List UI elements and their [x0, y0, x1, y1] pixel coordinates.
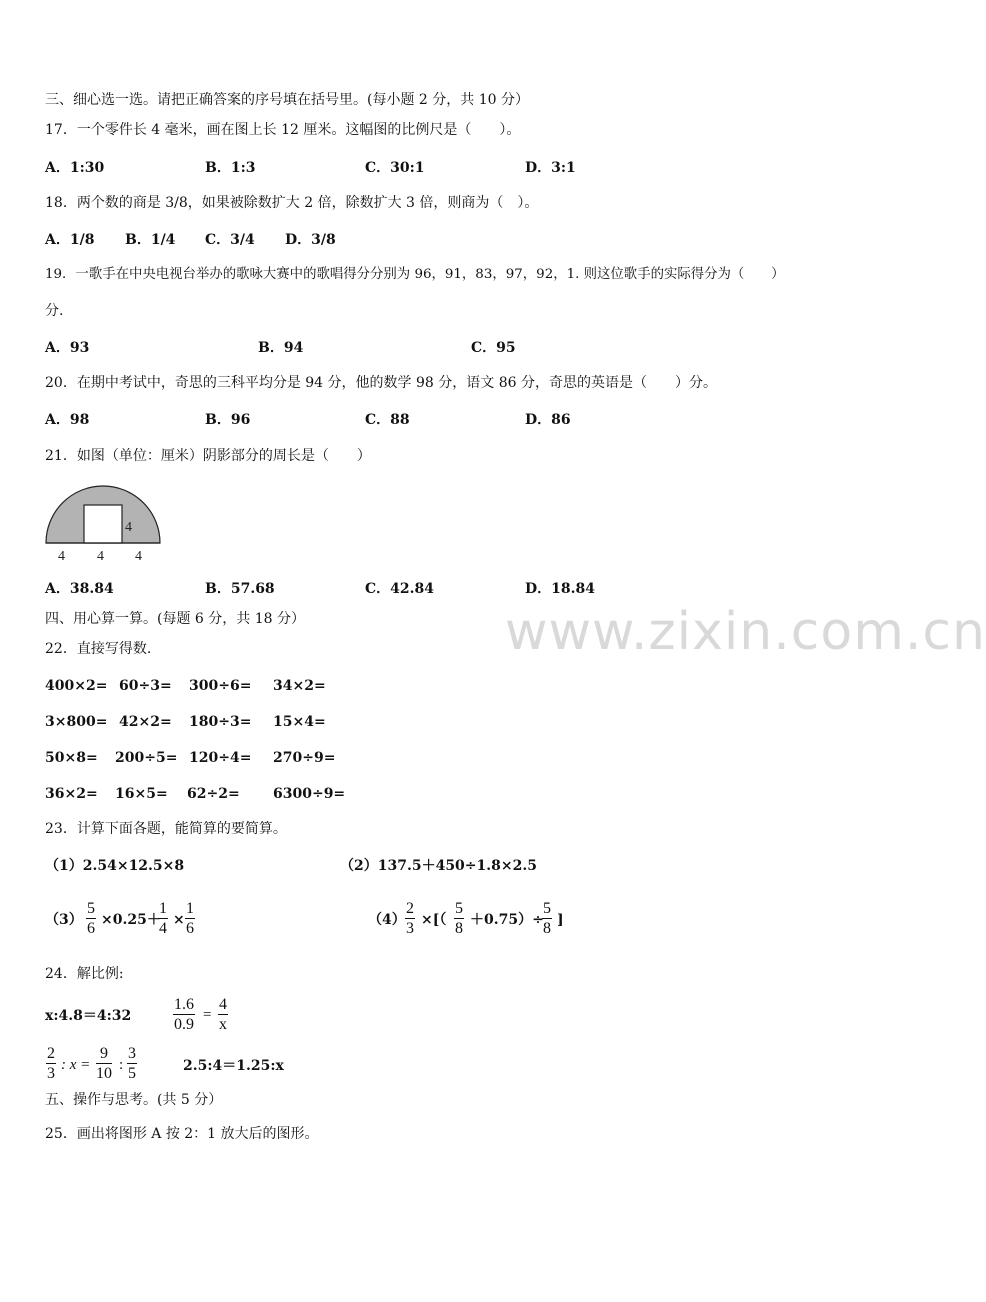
q20-option-c[interactable]: C．88: [365, 412, 410, 428]
question-24: 24．解比例:: [45, 966, 124, 982]
q20-option-a[interactable]: A．98: [45, 412, 90, 428]
calc-item: 200÷5=: [115, 750, 178, 766]
q19-option-c[interactable]: C．95: [471, 340, 516, 356]
q23-part-1: （1）2.54×12.5×8: [45, 858, 185, 874]
q17-option-a[interactable]: A．1:30: [45, 160, 105, 176]
math-operator: ×0.25＋: [101, 912, 161, 928]
calc-item: 120÷4=: [189, 750, 252, 766]
calc-item: 62÷2=: [187, 786, 240, 802]
section-4-heading: 四、用心算一算。(每题 6 分，共 18 分）: [45, 611, 305, 627]
q24-equation-1: x:4.8＝4:32: [45, 1008, 132, 1024]
question-25: 25．画出将图形 A 按 2：1 放大后的图形。: [45, 1126, 319, 1142]
question-20: 20．在期中考试中，奇思的三科平均分是 94 分，他的数学 98 分，语文 86 分，奇思的英语是（ ）分。: [45, 375, 717, 391]
figure-label-left: 4: [58, 549, 65, 564]
q21-option-b[interactable]: B．57.68: [205, 581, 275, 597]
fraction: 1 4: [159, 900, 167, 937]
calc-item: 15×4=: [273, 714, 326, 730]
section-5-heading: 五、操作与思考。(共 5 分）: [45, 1092, 223, 1108]
watermark: www.zixin.com.cn: [505, 602, 986, 662]
math-operator: ]: [557, 912, 564, 928]
calc-item: 60÷3=: [119, 678, 172, 694]
q21-option-d[interactable]: D．18.84: [525, 581, 595, 597]
fraction: 5 8: [455, 900, 463, 937]
square-cutout: [84, 505, 122, 543]
calc-item: 50×8=: [45, 750, 98, 766]
fraction: 2 3: [406, 900, 414, 937]
q21-option-a[interactable]: A．38.84: [45, 581, 114, 597]
question-18: 18．两个数的商是 3/8，如果被除数扩大 2 倍，除数扩大 3 倍，则商为（ ）。: [45, 195, 539, 211]
calc-item: 3×800=: [45, 714, 108, 730]
q19-option-b[interactable]: B．94: [258, 340, 304, 356]
figure-label-side: 4: [125, 520, 132, 535]
math-operator: :: [119, 1057, 124, 1073]
question-19-cont: 分.: [45, 303, 64, 319]
question-19: 19．一歌手在中央电视台举办的歌咏大赛中的歌唱得分分别为 96，91，83，97，92，1. 则这位歌手的实际得分为（ ）: [45, 267, 785, 282]
figure-label-middle: 4: [97, 549, 104, 564]
q18-option-a[interactable]: A．1/8: [45, 232, 95, 248]
q17-option-b[interactable]: B．1:3: [205, 160, 256, 176]
fraction: 5 6: [87, 900, 95, 937]
q20-option-d[interactable]: D．86: [525, 412, 571, 428]
calc-item: 36×2=: [45, 786, 98, 802]
q19-option-a[interactable]: A．93: [45, 340, 90, 356]
calc-item: 270÷9=: [273, 750, 336, 766]
calc-item: 6300÷9=: [273, 786, 346, 802]
calc-item: 180÷3=: [189, 714, 252, 730]
calc-item: 16×5=: [115, 786, 168, 802]
q21-figure: [40, 480, 165, 565]
figure-label-right: 4: [135, 549, 142, 564]
q23-part-2: （2）137.5＋450÷1.8×2.5: [340, 858, 537, 874]
math-operator: : x =: [61, 1057, 91, 1073]
q18-option-d[interactable]: D．3/8: [285, 232, 336, 248]
math-operator: ＋0.75）÷: [470, 912, 544, 928]
q17-option-c[interactable]: C．30:1: [365, 160, 425, 176]
math-operator: ×[（: [421, 912, 447, 928]
fraction: 1 6: [186, 900, 194, 937]
question-17: 17．一个零件长 4 毫米，画在图上长 12 厘米。这幅图的比例尺是（ ）。: [45, 122, 521, 138]
fraction: 9 10: [96, 1045, 112, 1082]
fraction: 1.6 0.9: [174, 996, 194, 1033]
q18-option-c[interactable]: C．3/4: [205, 232, 255, 248]
calc-item: 300÷6=: [189, 678, 252, 694]
fraction: 2 3: [47, 1045, 55, 1082]
q24-equation-4: 2.5:4＝1.25:x: [183, 1058, 284, 1074]
q20-option-b[interactable]: B．96: [205, 412, 251, 428]
q17-option-d[interactable]: D．3:1: [525, 160, 576, 176]
question-21: 21．如图（单位：厘米）阴影部分的周长是（ ）: [45, 448, 371, 464]
q18-option-b[interactable]: B．1/4: [125, 232, 176, 248]
math-operator: =: [203, 1007, 212, 1023]
q23-part-4-label: （4）: [368, 912, 406, 928]
fraction: 3 5: [128, 1045, 136, 1082]
calc-item: 400×2=: [45, 678, 108, 694]
question-23: 23．计算下面各题，能简算的要简算。: [45, 821, 287, 837]
calc-item: 34×2=: [273, 678, 326, 694]
math-operator: ×: [173, 912, 185, 928]
fraction: 5 8: [543, 900, 551, 937]
section-3-heading: 三、细心选一选。请把正确答案的序号填在括号里。(每小题 2 分，共 10 分）: [45, 92, 529, 108]
calc-item: 42×2=: [119, 714, 172, 730]
q21-option-c[interactable]: C．42.84: [365, 581, 434, 597]
fraction: 4 x: [219, 996, 227, 1033]
question-22: 22．直接写得数.: [45, 641, 152, 657]
q23-part-3-label: （3）: [45, 912, 83, 928]
